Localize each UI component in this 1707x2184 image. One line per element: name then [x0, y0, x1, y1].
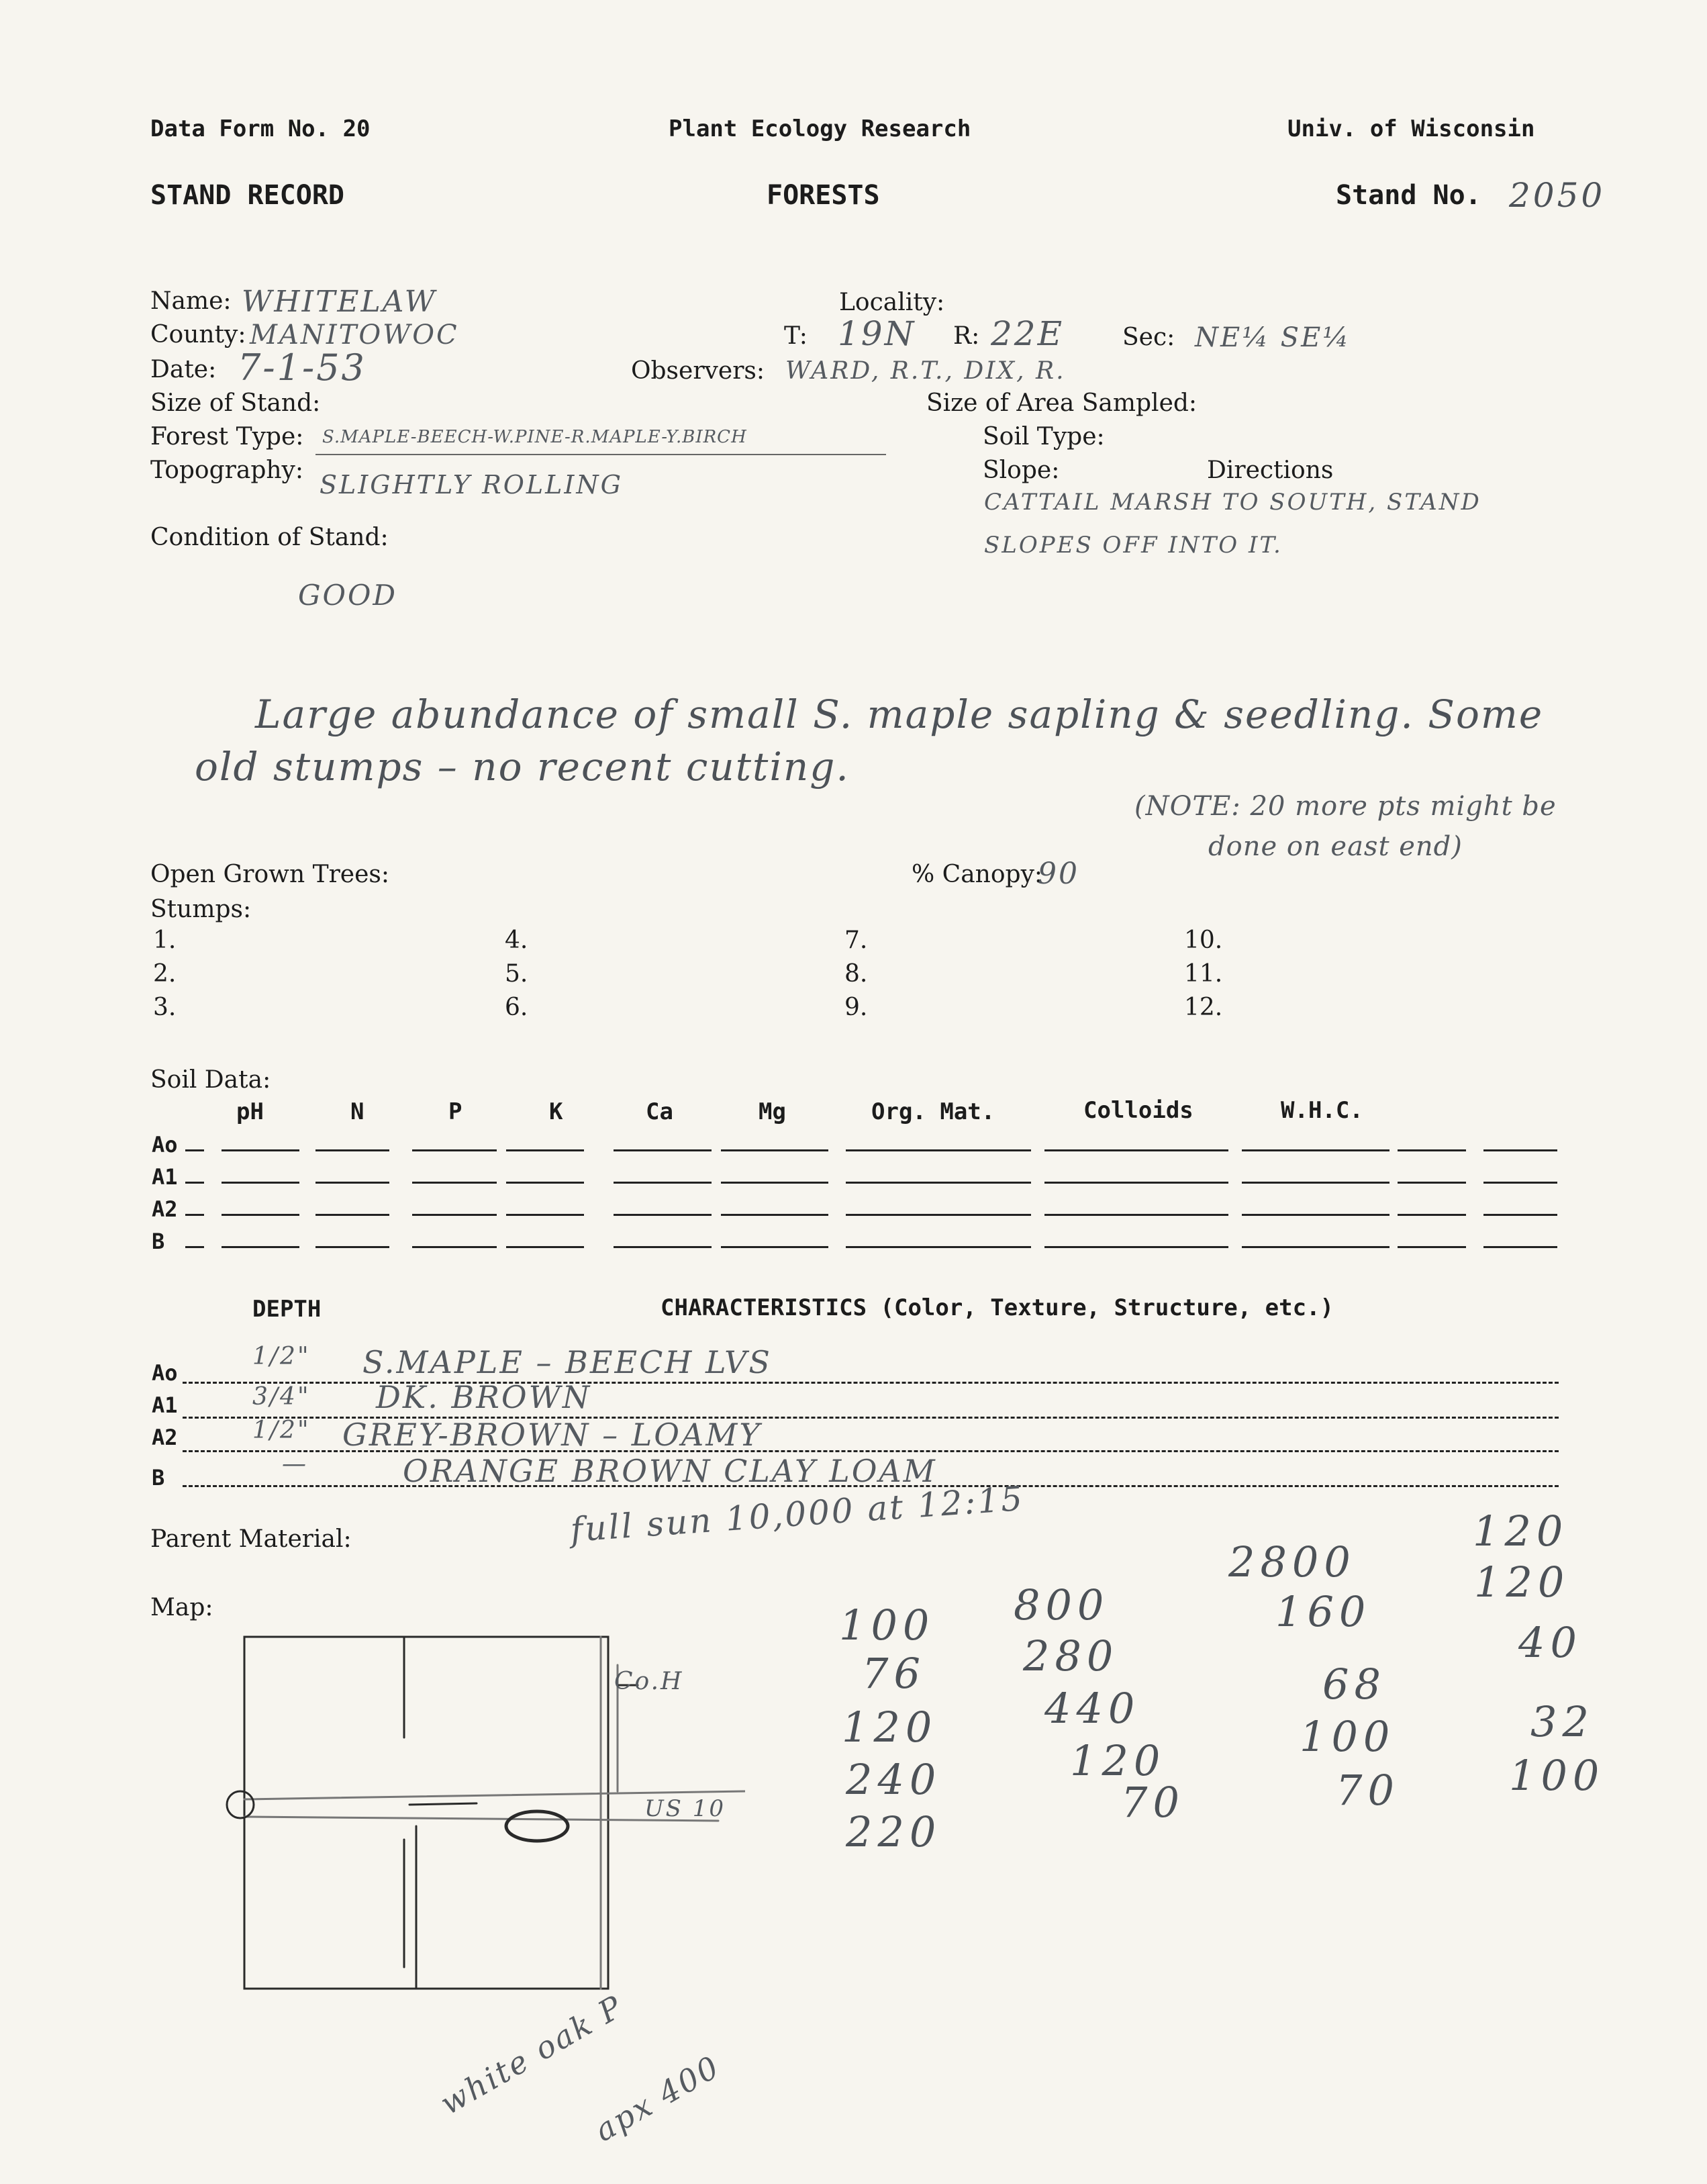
profile-hor-ao: Ao [152, 1360, 178, 1386]
light-reading: 160 [1275, 1587, 1371, 1636]
map-label: Map: [150, 1594, 213, 1621]
profile-desc: ORANGE BROWN CLAY LOAM [403, 1453, 937, 1489]
stump-number: 5. [505, 960, 528, 988]
soil-blank [412, 1214, 497, 1216]
stump-number: 11. [1184, 960, 1223, 988]
canopy-label: % Canopy: [912, 861, 1043, 888]
soil-blank [1242, 1214, 1389, 1216]
soil-blank [1483, 1149, 1557, 1151]
white-oak-note-1: white oak P [434, 1987, 630, 2122]
township-value: 19N [838, 314, 916, 353]
note-east-end-2: done on east end) [1208, 831, 1463, 862]
soil-blank [1483, 1214, 1557, 1216]
map-line-center [409, 1803, 477, 1805]
soil-blank [222, 1214, 299, 1216]
topography-value: SLIGHTLY ROLLING [320, 470, 623, 500]
light-reading: 70 [1121, 1778, 1185, 1827]
soil-blank [1483, 1182, 1557, 1184]
soil-blank [412, 1149, 497, 1151]
plot-start-marker [227, 1791, 254, 1818]
soil-blank [846, 1246, 1031, 1248]
stump-number: 8. [844, 960, 868, 988]
light-reading: 100 [1509, 1751, 1605, 1800]
soil-col-p: P [448, 1098, 462, 1125]
soil-blank [506, 1182, 584, 1184]
light-reading: 240 [846, 1755, 942, 1804]
stand-no-label: Stand No. [1336, 180, 1481, 211]
date-value: 7-1-53 [238, 346, 367, 389]
stump-number: 1. [153, 927, 177, 954]
depth-header: DEPTH [252, 1296, 322, 1323]
profile-depth: 1/2" [252, 1343, 311, 1370]
name-label: Name: [150, 287, 232, 315]
profile-desc: GREY-BROWN – LOAMY [342, 1417, 762, 1453]
section-label: Sec: [1122, 324, 1175, 351]
soil-blank [846, 1182, 1031, 1184]
profile-line [183, 1485, 1559, 1487]
observers-value: WARD, R.T., DIX, R. [785, 357, 1066, 385]
county-road-label: Co.H [614, 1668, 684, 1695]
soil-row-ao: Ao [152, 1132, 178, 1157]
soil-blank [315, 1182, 389, 1184]
stump-number: 10. [1184, 927, 1223, 954]
date-label: Date: [150, 356, 217, 383]
light-reading: 2800 [1228, 1537, 1356, 1586]
forest-title: FORESTS [767, 180, 880, 211]
light-reading: 76 [862, 1649, 926, 1698]
light-reading: 440 [1044, 1684, 1140, 1733]
profile-hor-b: B [152, 1465, 165, 1490]
soil-blank [721, 1182, 828, 1184]
soil-blank [614, 1149, 712, 1151]
soil-col-n: N [350, 1098, 364, 1125]
soil-blank [1242, 1149, 1389, 1151]
soil-blank [315, 1246, 389, 1248]
stump-number: 7. [844, 927, 868, 954]
profile-line [183, 1382, 1559, 1384]
soil-blank [846, 1214, 1031, 1216]
profile-desc: DK. BROWN [376, 1379, 592, 1415]
soil-blank [506, 1246, 584, 1248]
stump-number: 6. [505, 994, 528, 1021]
soil-data-label: Soil Data: [150, 1066, 271, 1094]
soil-row-a1: A1 [152, 1164, 178, 1190]
profile-desc: S.MAPLE – BEECH LVS [362, 1344, 772, 1380]
soil-col-mg: Mg [759, 1098, 786, 1125]
profile-hor-a1: A1 [152, 1392, 178, 1418]
soil-blank [1044, 1149, 1228, 1151]
profile-depth: 1/2" [252, 1417, 311, 1444]
soil-blank [1242, 1246, 1389, 1248]
light-reading: 280 [1023, 1631, 1119, 1680]
county-value: MANITOWOC [250, 320, 459, 350]
soil-blank [222, 1182, 299, 1184]
canopy-value: 90 [1038, 857, 1079, 891]
topography-label: Topography: [150, 457, 304, 484]
note-line-1: Large abundance of small S. maple sapling & seedling. Some [255, 692, 1544, 737]
stump-number: 3. [153, 994, 177, 1021]
soil-blank [721, 1246, 828, 1248]
parent-material-label: Parent Material: [150, 1525, 352, 1553]
soil-blank [315, 1214, 389, 1216]
condition-label: Condition of Stand: [150, 524, 389, 551]
light-reading: 120 [1474, 1558, 1570, 1607]
slope-label: Slope: [983, 457, 1060, 484]
area-sampled-label: Size of Area Sampled: [926, 389, 1198, 417]
soil-blank [846, 1149, 1031, 1151]
soil-blank [315, 1149, 389, 1151]
name-value: WHITELAW [242, 285, 437, 319]
soil-row-dash [185, 1214, 204, 1216]
profile-depth: 3/4" [252, 1383, 311, 1411]
range-value: 22E [991, 314, 1065, 353]
soil-blank [506, 1214, 584, 1216]
forest-type-underline [315, 454, 886, 455]
soil-col-whc: W.H.C. [1281, 1097, 1363, 1124]
soil-blank [721, 1214, 828, 1216]
light-reading: 100 [839, 1601, 935, 1650]
soil-type-label: Soil Type: [983, 423, 1105, 450]
stump-number: 2. [153, 960, 177, 988]
soil-row-dash [185, 1182, 204, 1184]
soil-row-a2: A2 [152, 1196, 178, 1222]
forest-type-value: S.MAPLE-BEECH-W.PINE-R.MAPLE-Y.BIRCH [322, 427, 747, 447]
white-oak-note-2: apx 400 [588, 2048, 727, 2149]
soil-row-dash [185, 1149, 204, 1151]
soil-blank [614, 1246, 712, 1248]
soil-blank [412, 1182, 497, 1184]
forest-type-label: Forest Type: [150, 423, 304, 450]
org-name: Plant Ecology Research [669, 115, 971, 142]
light-reading: 100 [1300, 1712, 1396, 1761]
soil-blank [1242, 1182, 1389, 1184]
note-line-2: old stumps – no recent cutting. [195, 744, 850, 790]
soil-row-dash [185, 1246, 204, 1248]
observers-label: Observers: [631, 357, 765, 385]
stump-number: 9. [844, 994, 868, 1021]
soil-blank [412, 1246, 497, 1248]
range-label: R: [953, 322, 980, 350]
soil-blank [222, 1246, 299, 1248]
soil-blank [1044, 1246, 1228, 1248]
directions-line-1: CATTAIL MARSH TO SOUTH, STAND [984, 489, 1481, 516]
stump-number: 4. [505, 927, 528, 954]
stump-number: 12. [1184, 994, 1223, 1021]
light-reading: 120 [842, 1703, 938, 1752]
soil-blank [1398, 1214, 1466, 1216]
light-reading: 70 [1336, 1766, 1400, 1815]
characteristics-header: CHARACTERISTICS (Color, Texture, Structure, etc.) [661, 1294, 1334, 1321]
full-sun-reading: full sun 10,000 at 12:15 [569, 1478, 1026, 1550]
light-reading: 68 [1322, 1660, 1386, 1709]
profile-line [183, 1450, 1559, 1452]
highway-label: US 10 [644, 1795, 726, 1822]
note-east-end-1: (NOTE: 20 more pts might be [1134, 791, 1557, 822]
light-reading: 40 [1518, 1618, 1582, 1667]
profile-line [183, 1417, 1559, 1419]
soil-blank [614, 1182, 712, 1184]
soil-row-b: B [152, 1229, 165, 1254]
light-reading: 120 [1473, 1507, 1569, 1556]
soil-blank [614, 1214, 712, 1216]
directions-line-2: SLOPES OFF INTO IT. [984, 532, 1283, 559]
soil-blank [1044, 1214, 1228, 1216]
profile-depth: — [282, 1450, 308, 1478]
soil-col-k: K [549, 1098, 563, 1125]
light-reading: 32 [1530, 1697, 1594, 1746]
soil-blank [1398, 1246, 1466, 1248]
soil-col-ca: Ca [646, 1098, 673, 1125]
soil-blank [222, 1149, 299, 1151]
profile-hor-a2: A2 [152, 1425, 178, 1450]
stand-no-value: 2050 [1509, 176, 1606, 215]
soil-col-colloids: Colloids [1083, 1097, 1193, 1124]
light-reading: 120 [1070, 1736, 1166, 1785]
stumps-label: Stumps: [150, 896, 252, 923]
soil-blank [1398, 1149, 1466, 1151]
condition-value: GOOD [298, 579, 398, 612]
section-value: NE¼ SE¼ [1195, 322, 1351, 353]
township-label: T: [784, 322, 808, 350]
size-of-stand-label: Size of Stand: [150, 389, 321, 417]
university: Univ. of Wisconsin [1287, 115, 1535, 142]
soil-blank [506, 1149, 584, 1151]
plot-end-marker [506, 1811, 568, 1841]
soil-col-org-mat: Org. Mat. [871, 1098, 995, 1125]
soil-col-ph: pH [236, 1098, 264, 1125]
locality-label: Locality: [839, 289, 945, 316]
record-title: STAND RECORD [150, 180, 344, 211]
open-grown-trees-label: Open Grown Trees: [150, 861, 390, 888]
form-number: Data Form No. 20 [150, 115, 371, 142]
soil-blank [1044, 1182, 1228, 1184]
light-reading: 800 [1014, 1580, 1110, 1629]
soil-blank [721, 1149, 828, 1151]
soil-blank [1398, 1182, 1466, 1184]
light-reading: 220 [846, 1807, 942, 1856]
directions-label: Directions [1207, 457, 1334, 484]
county-label: County: [150, 321, 246, 348]
soil-blank [1483, 1246, 1557, 1248]
